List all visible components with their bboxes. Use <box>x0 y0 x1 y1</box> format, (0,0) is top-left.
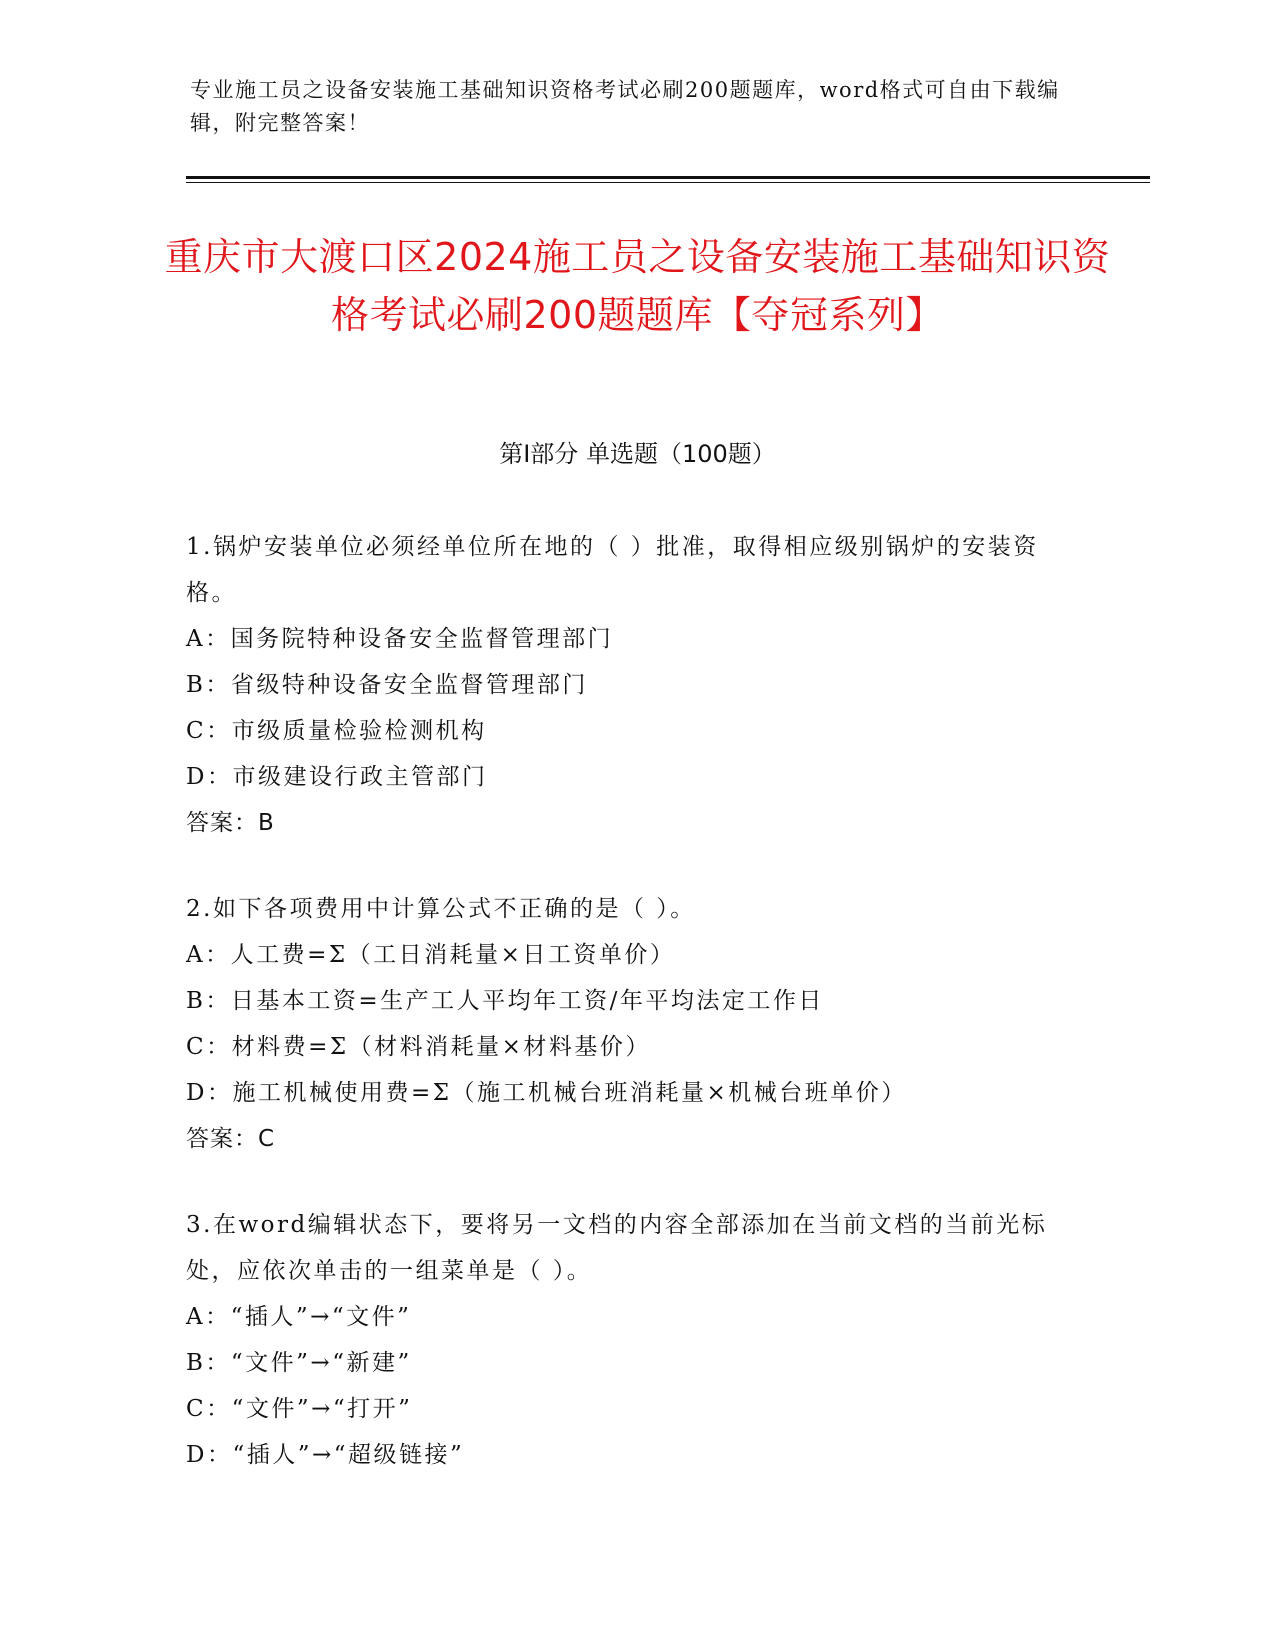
header-note: 专业施工员之设备安装施工基础知识资格考试必刷200题题库，word格式可自由下载编辑，附完整答案！ <box>190 78 1060 135</box>
question-stem: 3.在word编辑状态下，要将另一文档的内容全部添加在当前文档的当前光标处，应依次单击的一组菜单是（ ）。 <box>186 1212 1048 1284</box>
option-c: C：市级质量检验检测机构 <box>186 718 487 744</box>
option-b: B：日基本工资=生产工人平均年工资/年平均法定工作日 <box>186 988 824 1014</box>
option-d: D：“插人”→“超级链接” <box>186 1442 465 1468</box>
question-1 <box>186 524 1086 846</box>
document-title: 重庆市大渡口区2024施工员之设备安装施工基础知识资格考试必刷200题题库【夺冠系列】 <box>164 235 1111 337</box>
option-c: C：“文件”→“打开” <box>186 1396 413 1422</box>
question-stem: 2.如下各项费用中计算公式不正确的是（ ）。 <box>186 896 696 922</box>
option-d: D：施工机械使用费=Σ（施工机械台班消耗量×机械台班单价） <box>186 1080 907 1106</box>
header-rule-thin <box>186 182 1150 183</box>
question-3 <box>186 1202 1086 1478</box>
section-heading: 第Ⅰ部分 单选题（100题） <box>499 440 776 468</box>
option-d: D：市级建设行政主管部门 <box>186 764 488 790</box>
option-b: B：省级特种设备安全监督管理部门 <box>186 672 588 698</box>
answer: 答案：B <box>186 810 275 836</box>
option-a: A：“插人”→“文件” <box>186 1304 412 1330</box>
option-b: B：“文件”→“新建” <box>186 1350 412 1376</box>
question-2 <box>186 886 1086 1162</box>
question-stem: 1.锅炉安装单位必须经单位所在地的（ ）批准，取得相应级别锅炉的安装资格。 <box>186 534 1039 606</box>
header-rule-thick <box>186 176 1150 179</box>
option-a: A：人工费=Σ（工日消耗量×日工资单价） <box>186 942 676 968</box>
answer: 答案：C <box>186 1126 276 1152</box>
option-a: A：国务院特种设备安全监督管理部门 <box>186 626 614 652</box>
option-c: C：材料费=Σ（材料消耗量×材料基价） <box>186 1034 651 1060</box>
